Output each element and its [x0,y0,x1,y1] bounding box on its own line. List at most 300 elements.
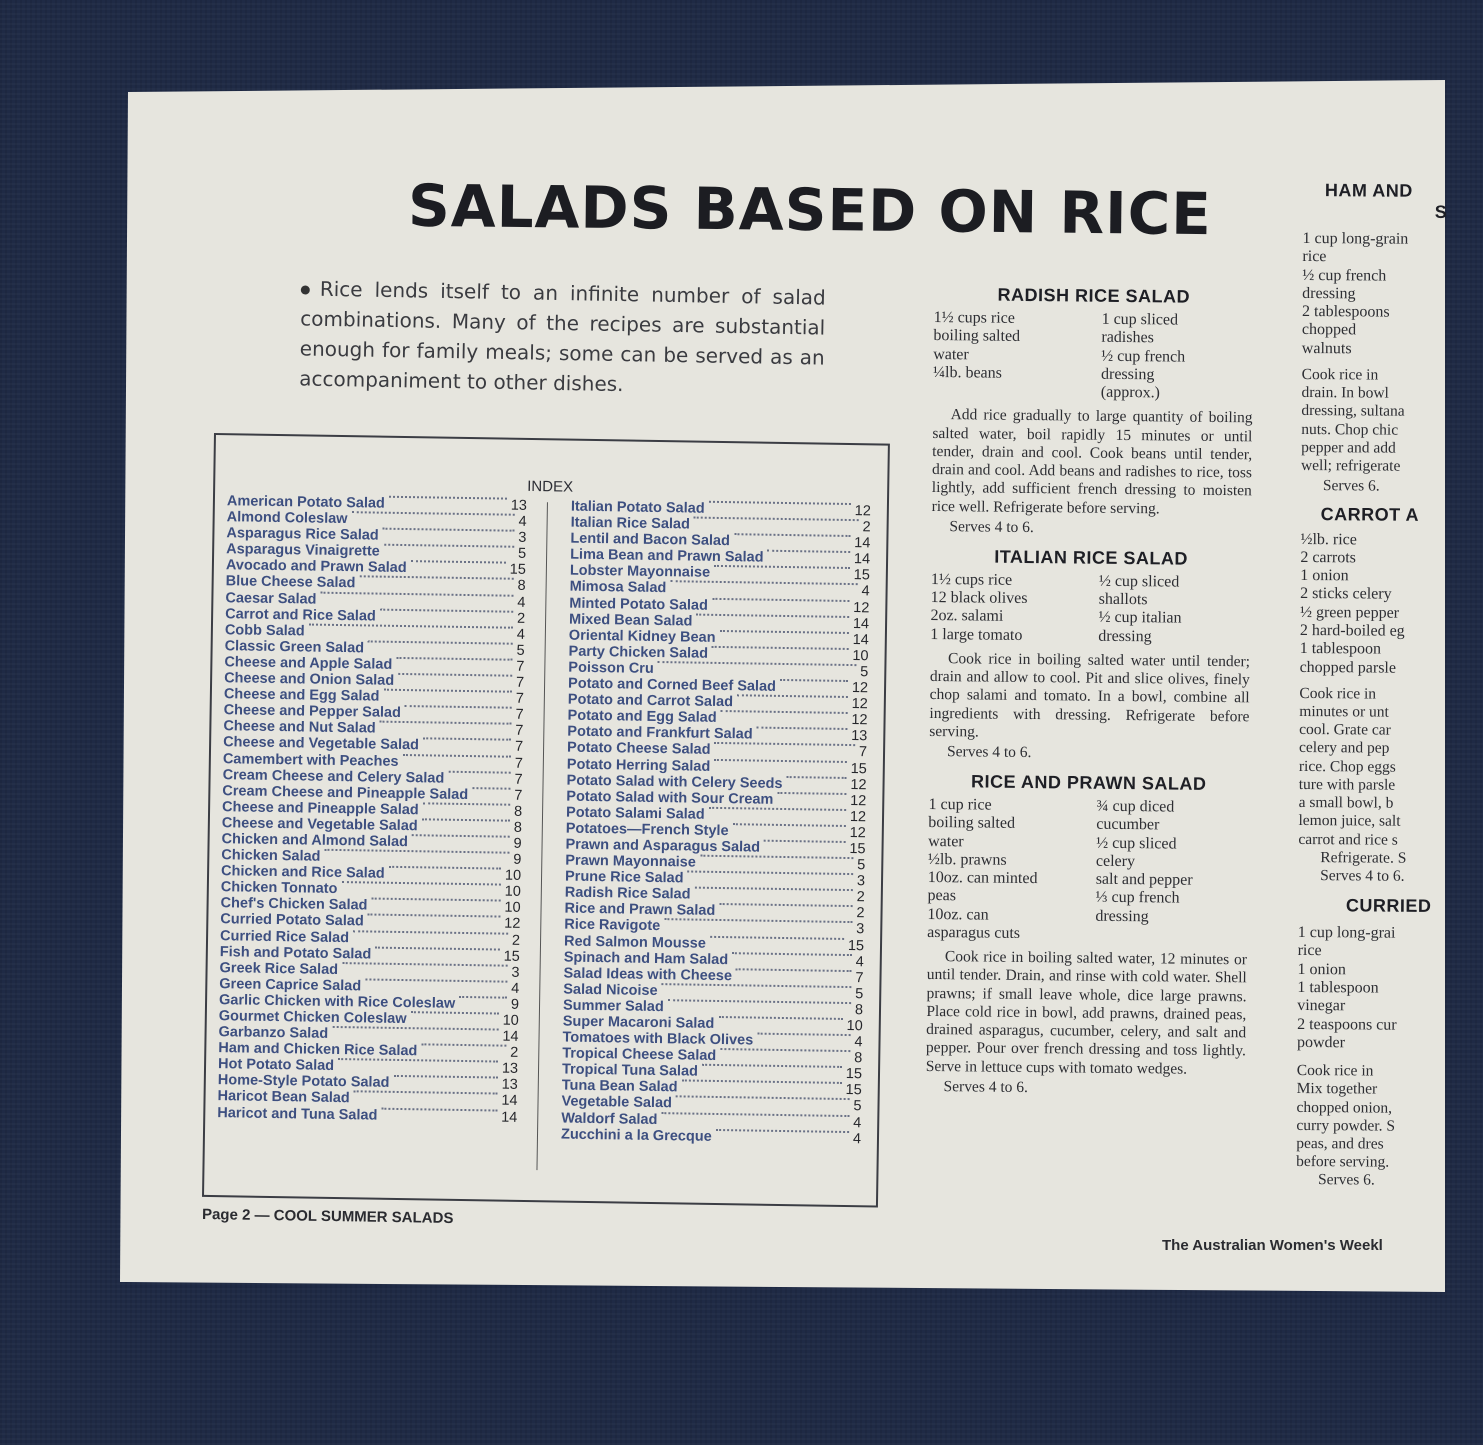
index-entry-page: 8 [513,819,522,836]
index-entry-page: 7 [515,690,524,708]
index-entry-name: Garbanzo Salad [218,1024,329,1042]
index-entry-page: 14 [501,1109,518,1126]
leader-dots [757,1033,850,1036]
prawn-method: Cook rice in boiling salted water, 12 minutes or until tender. Drain, and rinse with cold water. Shell prawns; if small leave whole, dice large prawns. Place cold rice in bowl, add prawns, drained peas, drained asparagus, cucumber, celery, and salt and pepper. Pour over french dressing and toss lightly. Serve in lettuce cups with tomato wedges. [925,948,1248,1078]
leader-dots [733,823,846,827]
index-box [202,433,890,1208]
index-entry-name: Radish Rice Salad [564,884,691,903]
ingredient-line: boiling salted [933,327,1021,346]
method-line: a small bowl, b [1298,794,1394,812]
ingredient-line: water [928,832,964,850]
index-entry-page: 10 [504,883,521,901]
index-entry-name: American Potato Salad [226,493,385,512]
ingredient-line: ½lb. prawns [927,850,1007,869]
index-entry-name: Minted Potato Salad [569,595,709,614]
index-entry-page: 12 [851,680,869,697]
index-entry-name: Green Caprice Salad [219,975,362,995]
method-line: nuts. Chop chic [1301,420,1399,439]
radish-title: RADISH RICE SALAD [997,284,1191,307]
index-entry-name: Salad Ideas with Cheese [563,965,733,984]
index-heading: INDEX [527,477,574,496]
index-entry-page: 2 [516,610,526,627]
radish-ingredients-left [933,309,1102,402]
ingredient-line: vinegar [1297,997,1346,1015]
leader-dots [389,496,507,500]
index-entry-name: Potato Salami Salad [565,804,705,823]
index-entry-page: 7 [514,771,523,788]
index-entry-page: 10 [502,1012,519,1029]
index-entry-name: Carrot and Rice Salad [225,605,376,625]
bullet-icon [301,285,310,294]
curried-method [1296,1062,1477,1172]
index-entry-page: 3 [518,529,527,547]
index-entry-page: 2 [856,905,865,922]
leader-dots [423,738,511,741]
index-entry-page: 8 [513,803,523,820]
method-line: pepper and add [1301,438,1396,457]
index-entry-name: Fish and Potato Salad [219,943,372,963]
index-entry-name: Tropical Tuna Salad [561,1061,699,1080]
index-entry-page: 4 [854,1034,863,1051]
index-entry-page: 13 [851,728,868,745]
index-entry-page: 4 [852,1130,862,1147]
leader-dots [412,834,510,838]
index-entry-name: Home-Style Potato Salad [217,1072,390,1092]
leader-dots [411,560,506,563]
ingredient-line: ¾ cup diced [1096,797,1175,816]
index-entry-page: 5 [516,642,525,659]
ingredient-line: powder [1296,1033,1346,1052]
index-entry-name: Cheese and Vegetable Salad [221,815,418,835]
index-entry-page: 14 [852,615,870,632]
index-entry-name: Lima Bean and Prawn Salad [570,546,764,566]
index-entry-name: Summer Salad [562,997,664,1016]
index-entry-name: Chef's Chicken Salad [220,895,368,914]
ingredient-line: 1 cup long-grai [1297,924,1396,942]
index-entry-page: 13 [501,1076,518,1094]
index-entry-name: Prawn Mayonnaise [565,852,696,871]
index-entry-page: 15 [845,1066,863,1083]
index-entry-name: Lobster Mayonnaise [569,562,711,582]
index-entry-page: 7 [516,658,525,675]
carrot-refrigerate: Refrigerate. S [1320,848,1407,867]
carrot-serves: Serves 4 to 6. [1320,867,1405,885]
index-entry-page: 3 [856,921,865,938]
index-entry-name: Garlic Chicken with Rice Coleslaw [218,992,456,1012]
index-entry-name: Potatoes—French Style [565,820,729,840]
index-entry-name: Salad Nicoise [563,981,658,999]
ingredient-line: ½ cup sliced [1096,834,1177,853]
radish-ingredients-right [1101,311,1254,404]
index-entry-name: Asparagus Rice Salad [226,525,379,544]
index-entry-page: 7 [514,787,523,804]
ingredient-line: 2oz. salami [930,607,1004,626]
index-entry-name: Oriental Kidney Bean [568,627,716,646]
italian-ingredients-left [930,571,1099,646]
index-entry-page: 10 [504,867,522,885]
ingredient-line: ½ green pepper [1299,603,1400,622]
leader-dots [764,840,845,843]
intro-text: Rice lends itself to an infinite number of salad combinations. Many of the recipes are substantial enough for family meals; some can be served as an accompaniment to other dishes. [299,276,826,397]
index-entry-name: Cream Cheese and Celery Salad [222,766,445,787]
leader-dots [389,866,501,870]
ingredient-line: celery [1095,852,1136,870]
ham-method [1301,366,1482,476]
ingredient-line: dressing [1098,627,1152,645]
index-entry-page: 4 [861,583,870,600]
index-entry-name: Potato and Carrot Salad [567,691,734,711]
leader-dots [780,679,848,682]
index-entry-page: 15 [503,948,520,965]
index-entry-page: 15 [849,841,866,858]
ingredient-line: 1 onion [1300,567,1349,585]
index-entry-name: Rice Ravigote [564,917,661,935]
index-entry-name: Blue Cheese Salad [225,573,356,592]
leader-dots [737,694,848,698]
index-entry-page: 12 [851,696,868,713]
index-entry-page: 14 [502,1028,519,1045]
index-entry-name: Cream Cheese and Pineapple Salad [222,782,469,803]
index-entry-name: Cheese and Pineapple Salad [222,798,419,819]
index-entry-name: Chicken Tonnato [220,879,338,898]
method-line: drain. In bowl [1301,384,1389,402]
index-entry-name: Spinach and Ham Salad [563,949,729,968]
index-entry-name: Potato and Egg Salad [567,707,717,727]
leader-dots [777,792,846,795]
ingredient-line: 2 hard-boiled eg [1299,621,1405,640]
index-entry-page: 14 [501,1093,518,1110]
index-entry-name: Waldorf Salad [561,1110,658,1128]
method-line: carrot and rice s [1298,830,1398,849]
curried-serves: Serves 6. [1317,1171,1375,1189]
curried-ingredients [1297,924,1478,1053]
leader-dots [381,1107,497,1111]
ingredient-line: ½ cup italian [1098,609,1182,627]
index-entry-page: 15 [847,937,865,954]
ingredient-line: 2 teaspoons cur [1297,1015,1397,1034]
method-line: celery and pep [1298,739,1390,758]
index-entry-page: 9 [513,851,522,868]
index-entry-page: 7 [514,739,524,756]
ingredient-line: cucumber [1096,815,1160,834]
index-entry-page: 4 [516,626,525,643]
leader-dots [472,787,510,790]
recipe-column [925,282,1254,1109]
index-entry-name: Potato Herring Salad [566,756,711,775]
radish-ingredients [933,309,1254,404]
prawn-serves: Serves 4 to 6. [943,1077,1029,1096]
leader-dots [422,818,510,821]
method-line: curry powder. S [1296,1116,1396,1135]
index-entry-page: 5 [855,985,864,1003]
leader-dots [709,501,851,505]
index-column-right [561,499,871,1147]
method-line: cool. Grate car [1299,721,1391,739]
index-entry-page: 15 [850,760,867,777]
index-entry-page: 2 [862,519,871,536]
ingredient-line: shallots [1098,590,1148,609]
index-entry-name: Cobb Salad [224,621,305,640]
index-entry-name: Tuna Bean Salad [561,1077,678,1096]
index-entry-name: Haricot Bean Salad [217,1088,350,1107]
index-entry-page: 14 [852,631,869,649]
ingredient-line: rice [1302,248,1327,266]
ingredient-line: walnuts [1301,339,1352,358]
carrot-method [1298,685,1479,850]
leader-dots [411,1011,499,1014]
index-entry-name: Tomatoes with Black Olives [562,1029,754,1049]
index-entry-name: Vegetable Salad [561,1094,673,1112]
method-line: ture with parsle [1298,775,1396,794]
publication-footer: The Australian Women's Weekl [1162,1237,1383,1254]
italian-ingredients [930,571,1251,648]
index-entry-page: 12 [851,712,868,729]
index-entry-page: 10 [504,899,521,917]
italian-title: ITALIAN RICE SALAD [994,546,1189,569]
ingredient-line: dressing [1095,907,1149,925]
index-entry-name: Tropical Cheese Salad [562,1045,717,1065]
leader-dots [768,550,850,553]
column-divider [536,502,547,1170]
index-entry-page: 3 [856,873,866,890]
index-entry-page: 12 [853,599,870,616]
index-entry-name: Gourmet Chicken Coleslaw [218,1008,407,1028]
curried-title: CURRIED [1345,895,1432,917]
index-entry-page: 2 [856,889,865,906]
leader-dots [736,968,852,972]
index-entry-name: Mimosa Salad [569,579,667,597]
index-entry-name: Asparagus Vinaigrette [226,541,380,560]
method-line: Cook rice in [1301,366,1379,384]
index-entry-name: Chicken and Almond Salad [221,831,409,851]
method-line: before serving. [1296,1153,1390,1171]
leader-dots [734,533,850,537]
ingredient-line: chopped parsle [1299,658,1397,677]
index-entry-name: Camembert with Peaches [222,750,399,770]
index-entry-page: 5 [860,664,869,681]
index-column-left [217,493,527,1125]
index-entry-name: Italian Potato Salad [570,498,705,517]
index-entry-name: Poisson Cru [568,659,654,677]
ingredient-line: 1 large tomato [930,625,1023,644]
ingredient-line: dressing [1100,365,1155,384]
italian-method: Cook rice in boiling salted water until tender; drain and allow to cool. Pit and slice olives, finely chop salami and tomato. In a bowl, combine all ingredients with dressing. Refrigerate before serving. [929,650,1251,741]
index-entry-page: 9 [513,835,522,852]
method-line: dressing, sultana [1301,402,1405,421]
index-entry-name: Ham and Chicken Rice Salad [218,1040,418,1060]
index-entry-page: 12 [849,808,867,826]
index-entry-name: Super Macaroni Salad [562,1013,715,1032]
ingredient-line: 10oz. can [927,905,989,924]
method-line: rice. Chop eggs [1298,757,1396,776]
ingredient-line: chopped [1301,321,1357,339]
index-entry-page: 8 [517,578,526,595]
index-entry-name: Cheese and Onion Salad [224,670,395,689]
method-line: chopped onion, [1296,1098,1393,1117]
ingredient-line: 2 carrots [1300,548,1356,567]
ingredient-line: 10oz. can minted [927,869,1038,888]
index-entry-page: 9 [510,996,520,1013]
prawn-title: RICE AND PRAWN SALAD [970,771,1207,794]
index-entry-page: 4 [855,953,864,970]
index-entry-page: 8 [854,1050,863,1067]
ham-serves: Serves 6. [1322,477,1380,495]
index-entry-page: 7 [858,744,868,761]
index-entry-name: Haricot and Tuna Salad [217,1104,378,1124]
index-entry-name: Potato Salad with Sour Cream [566,788,774,808]
index-entry-name: Party Chicken Salad [568,643,709,662]
leader-dots [394,1075,498,1079]
index-entry-name: Curried Potato Salad [220,911,364,930]
index-entry-page: 8 [854,1002,864,1019]
ham-ingredients [1302,230,1483,359]
index-entry-name: Potato Salad with Celery Seeds [566,772,783,792]
ham-title-continued: S [1434,201,1448,223]
prawn-ingredients [927,796,1249,946]
leader-dots [787,776,847,779]
page-footer: Page 2 — COOL SUMMER SALADS [201,1206,454,1227]
ingredient-line: 2 sticks celery [1300,585,1392,604]
index-entry-name: Prune Rice Salad [564,868,684,887]
leader-dots [423,802,510,805]
method-line: minutes or unt [1299,703,1389,721]
index-entry-name: Prawn and Asparagus Salad [565,836,761,856]
prawn-ingredients-right [1095,798,1249,946]
leader-dots [403,754,511,758]
ingredient-line: salt and pepper [1095,870,1193,889]
method-line: Cook rice in [1296,1062,1374,1080]
leader-dots [448,770,510,773]
right-recipe-column [1296,180,1483,1191]
index-entry-page: 12 [504,916,521,933]
ingredient-line: boiling salted [928,814,1016,833]
page-title: SALADS BASED ON RICE [407,171,1213,249]
index-entry-page: 13 [510,497,528,514]
ingredient-line: ½ cup sliced [1098,572,1180,591]
index-entry-name: Curried Rice Salad [219,927,350,946]
ingredient-line: 1 onion [1297,960,1347,979]
ingredient-line: 1½ cups rice [933,308,1016,327]
index-entry-page: 14 [853,551,871,568]
index-entry-page: 15 [845,1082,862,1099]
index-entry-name: Red Salmon Mousse [563,933,706,952]
index-entry-name: Classic Green Salad [224,638,365,657]
index-entry-name: Potato and Corned Beef Salad [567,675,777,695]
index-entry-page: 4 [853,1114,862,1131]
ingredient-line: peas [927,887,957,905]
leader-dots [421,1044,506,1047]
ingredient-line: 1 tablespoon [1297,978,1379,997]
index-entry-page: 4 [511,980,520,997]
ingredient-line: ½ cup french [1101,347,1186,366]
ingredient-line: ½lb. rice [1300,530,1357,548]
index-entry-name: Cheese and Egg Salad [223,686,380,705]
method-line: Mix together [1296,1080,1378,1098]
method-line: peas, and dres [1296,1134,1384,1153]
leader-dots [757,727,848,730]
leader-dots [459,996,507,999]
prawn-ingredients-left [927,796,1097,944]
method-line: well; refrigerate [1300,457,1401,475]
index-entry-name: Chicken and Rice Salad [220,863,385,882]
index-entry-name: Rice and Prawn Salad [564,900,716,920]
ingredient-line: water [933,345,969,363]
index-entry-page: 14 [854,535,871,552]
method-line: Cook rice in [1299,684,1377,703]
ingredient-line: 1 tablespoon [1299,640,1382,658]
index-entry-page: 2 [510,1044,519,1062]
ingredient-line: ⅓ cup french [1095,889,1180,907]
index-entry-page: 7 [515,674,525,691]
index-entry-page: 7 [515,706,524,724]
index-entry-page: 5 [857,857,866,874]
index-entry-page: 10 [852,647,869,665]
ingredient-line: asparagus cuts [927,923,1021,942]
index-entry-name: Avocado and Prawn Salad [225,557,407,577]
index-entry-page: 5 [517,546,527,563]
radish-method: Add rice gradually to large quantity of boiling salted water, boil rapidly 15 minutes or until tender, drain and cool. Cook beans until tender, drain and cool. Add beans and radishes to rice, toss lightly, add sufficient french dressing to moisten rice well. Refrigerate before serving. [931,406,1253,517]
ingredient-line: ½ cup french [1302,266,1387,285]
ham-title: HAM AND [1324,180,1413,201]
index-entry-name: Zucchini a la Grecque [560,1126,712,1145]
index-entry-page: 3 [511,964,520,981]
index-entry-name: Almond Coleslaw [226,509,348,528]
index-entry-page: 7 [515,723,524,740]
ingredient-line: dressing [1302,284,1356,303]
ingredient-line: 1 cup rice [928,795,992,814]
index-entry [561,1126,861,1147]
index-entry-name: Chicken Salad [221,847,321,865]
index-entry-page: 5 [853,1098,862,1115]
index-entry-page: 12 [854,503,871,520]
index-entry-name: Potato Cheese Salad [566,739,711,759]
carrot-ingredients [1300,530,1481,678]
index-entry-page: 7 [855,969,864,986]
index-entry-page: 12 [850,776,867,793]
index-entry-name: Potato and Frankfurt Salad [567,723,753,743]
ingredient-line: 1½ cups rice [930,570,1013,589]
index-entry-page: 4 [518,513,527,531]
index-entry-page: 7 [514,755,523,772]
index-entry-page: 2 [511,932,521,949]
carrot-title: CARROT A [1320,503,1420,525]
index-entry-page: 4 [517,594,526,611]
index-entry-name: Cheese and Apple Salad [224,654,393,673]
method-line: lemon juice, salt [1298,812,1401,830]
index-entry-page: 10 [846,1018,863,1035]
index-entry-page: 13 [501,1060,519,1078]
radish-serves: Serves 4 to 6. [949,517,1034,536]
ingredient-line: rice [1297,942,1322,960]
index-entry-name: Hot Potato Salad [217,1056,335,1075]
ingredient-line: (approx.) [1100,383,1161,402]
index-entry-name: Mixed Bean Salad [568,611,693,630]
index-entry-name: Lentil and Bacon Salad [570,530,731,550]
italian-serves: Serves 4 to 6. [946,743,1032,761]
ingredient-line: radishes [1101,329,1154,347]
index-entry-name: Greek Rice Salad [219,959,339,978]
index-entry-page: 15 [853,567,870,584]
italian-ingredients-right [1098,572,1251,647]
leader-dots [398,673,512,677]
index-entry-name: Cheese and Nut Salad [223,718,376,737]
index-entry-name: Cheese and Vegetable Salad [223,734,420,754]
leader-dots [405,705,512,709]
index-entry-page: 12 [849,824,866,842]
ingredient-line: 12 black olives [930,588,1028,607]
index-entry [217,1105,517,1126]
index-entry-name: Italian Rice Salad [570,514,691,533]
